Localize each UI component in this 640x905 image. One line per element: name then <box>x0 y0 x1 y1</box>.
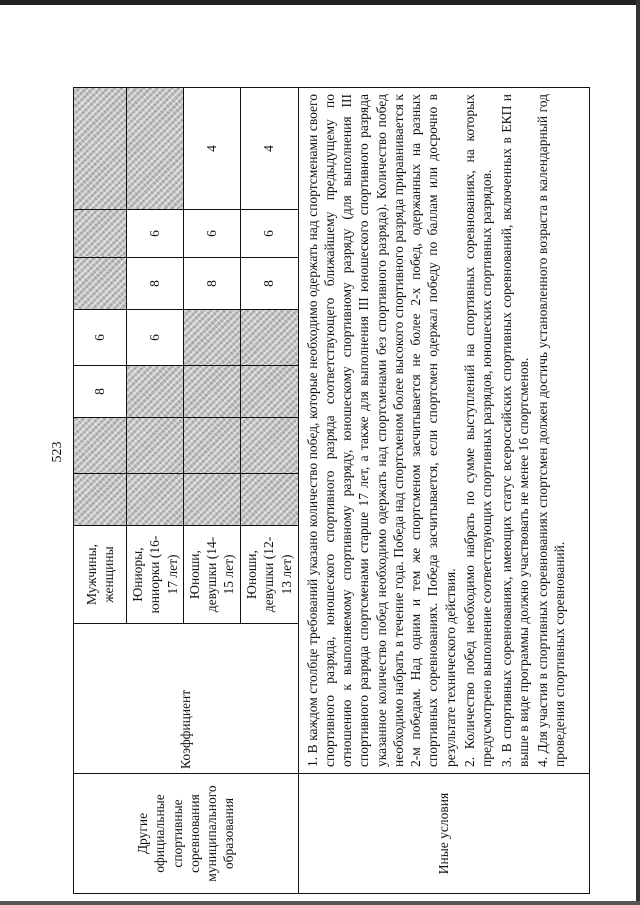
hatched-cell <box>74 258 127 310</box>
value-cell: 8 <box>74 366 127 418</box>
notes-cell <box>298 88 589 774</box>
hatched-cell <box>183 418 240 474</box>
hatched-cell <box>183 310 240 366</box>
other-conditions-label: Иные условия <box>298 774 589 894</box>
hatched-cell <box>74 418 127 474</box>
hatched-cell <box>74 210 127 258</box>
note-item: 4. Для участия в спортивных соревнованиях спортсмен должен достичь установленного возраста в календарный год проведения спортивных соревнований. <box>535 94 568 767</box>
hatched-cell <box>240 474 298 526</box>
page-number: 523 <box>50 441 65 463</box>
hatched-cell <box>127 366 184 418</box>
note-item: 1. В каждом столбце требований указано количество побед, которые необходимо одержать над спортсменами своего спортивного разряда, юношеского спортивного разряда соответствующего ближайшему предыдущему по отношению к выполняемому спортивному разряду, юношескому спортивному разряду (для выполнения III спортивного разряда спортсменами старше 17 лет, а также для выполнения III юношеского спортивного разряда указанное количество побед необходимо одержать над спортсменами без спортивного разряда). Количество побед необходимо набрать в течение года. Победа над спортсменом более высокого спортивного разряда приравнивается к 2-м победам. Над одним и тем же спортсменом засчитывается не более 2-х побед, одержанных на разных спортивных соревнованиях. Победа засчитывается, если спортсмен одержал победу по баллам или досрочно в результате технического действия. <box>304 94 458 767</box>
value-cell: 6 <box>240 210 298 258</box>
hatched-cell <box>127 88 184 210</box>
value-cell: 4 <box>183 88 240 210</box>
hatched-cell <box>240 418 298 474</box>
coefficient-label-cell: Коэффициент <box>74 624 299 774</box>
hatched-cell <box>240 366 298 418</box>
group-label-cell: Юноши, девушки (14-15 лет) <box>183 526 240 624</box>
hatched-cell <box>74 474 127 526</box>
hatched-cell <box>240 310 298 366</box>
scan-edge-right <box>636 0 640 905</box>
hatched-cell <box>127 418 184 474</box>
group-label-cell: Юноши, девушки (12-13 лет) <box>240 526 298 624</box>
group-label-cell: Юниоры, юниорки (16-17 лет) <box>127 526 184 624</box>
value-cell: 8 <box>127 258 184 310</box>
hatched-cell <box>127 474 184 526</box>
value-cell: 4 <box>240 88 298 210</box>
table-row <box>74 88 127 894</box>
hatched-cell <box>183 366 240 418</box>
section-label-cell: Другие официальные спортивные соревнования муниципального образования <box>74 774 299 894</box>
group-label-cell: Мужчины, женщины <box>74 526 127 624</box>
requirements-table <box>73 87 590 894</box>
value-cell: 6 <box>127 310 184 366</box>
scan-edge-top <box>0 0 640 5</box>
note-item: 2. Количество побед необходимо набрать по сумме выступлений на спортивных соревнованиях, на которых предусмотрено выполнение соответствующих спортивных разрядов, юношеских спортивных разрядов. <box>461 94 495 767</box>
value-cell: 6 <box>183 210 240 258</box>
hatched-cell <box>74 88 127 210</box>
scan-edge-bottom <box>0 901 640 905</box>
value-cell: 6 <box>74 310 127 366</box>
value-cell: 6 <box>127 210 184 258</box>
table-row <box>298 88 589 894</box>
value-cell: 8 <box>183 258 240 310</box>
hatched-cell <box>183 474 240 526</box>
rotated-table-wrapper <box>73 88 590 894</box>
note-item: 3. В спортивных соревнованиях, имеющих статус всероссийских спортивных соревнований, включенных в ЕКП и выше в виде программы должно участвовать не менее 16 спортсменов. <box>498 94 531 767</box>
value-cell: 8 <box>240 258 298 310</box>
